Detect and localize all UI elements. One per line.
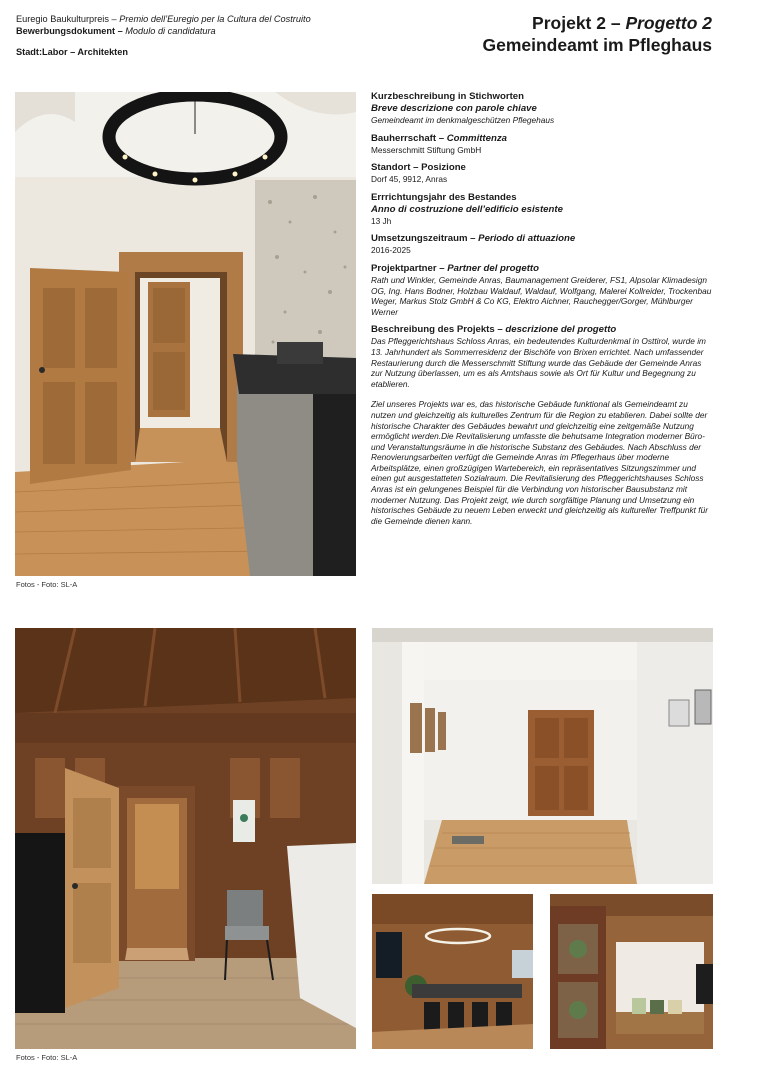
client-title-de: Bauherrschaft – (371, 132, 445, 144)
client-title-it: Committenza (446, 132, 507, 144)
section-location (371, 162, 715, 185)
document-type-it: Modulo di candidatura (125, 26, 216, 36)
section-client (371, 133, 715, 156)
construction-year-title: Errrichtungsjahr des Bestandes (371, 191, 517, 203)
description-title-it: descrizione del progetto (505, 324, 617, 336)
photo-credit-bottom: Fotos - Foto: SL-A (16, 1053, 78, 1062)
partners-title-it: Partner del progetto (447, 262, 539, 274)
document-type-line (16, 25, 311, 37)
photo-corridor (372, 628, 713, 884)
award-it: Premio dell’Euregio per la Cultura del Costruito (119, 14, 311, 24)
award-line (16, 13, 311, 25)
project-name: Gemeindeamt im Pfleghaus (482, 35, 712, 55)
location-title: Standort – Posizione (371, 162, 466, 174)
award-de: Euregio Baukulturpreis – (16, 14, 117, 24)
location-value: Dorf 45, 9912, Anras (371, 174, 448, 185)
short-description-title: Kurzbeschreibung in Stichworten (371, 91, 524, 102)
description-title-de: Beschreibung des Projekts – (371, 324, 503, 336)
description-title (371, 324, 715, 336)
project-number-de: Projekt 2 – (532, 13, 621, 33)
period-value: 2016-2025 (371, 245, 411, 256)
client-title (371, 133, 715, 145)
project-description (371, 91, 715, 536)
photo-wood-room (15, 628, 356, 1049)
project-number (482, 12, 712, 34)
office-name: Stadt:Labor – Architekten (16, 47, 128, 57)
partners-value: Rath und Winkler, Gemeinde Anras, Baumanagement Greiderer, FS1, Alpsolar Klimadesign OG, Ing. Hans Bodner, Holzbau Waldauf, Waldauf, Wolfgang, Malerei Kollreider, Trockenbau Weger, Markus Stolz GmbH & Co KG, Elektro Aichner, Rauchegger/Gorger, Mühlburger Werner (371, 274, 712, 317)
photo-meeting-room (372, 894, 533, 1049)
photo-reception (15, 92, 356, 576)
period-title (371, 233, 715, 245)
partners-title-de: Projektpartner – (371, 262, 445, 274)
short-description-value: Gemeindeamt im denkmalgeschützen Pflegehaus (371, 115, 555, 125)
project-title (482, 12, 712, 56)
document-type-de: Bewerbungsdokument – (16, 26, 123, 36)
photo-credit-top: Fotos - Foto: SL-A (16, 580, 78, 589)
period-title-de: Umsetzungszeitraum – (371, 233, 476, 245)
photo-cupboard-nook (550, 894, 713, 1049)
short-description-subtitle: Breve descrizione con parole chiave (371, 103, 537, 114)
construction-year-value: 13 Jh (371, 215, 392, 226)
section-project-description (371, 324, 715, 526)
client-value: Messerschmitt Stiftung GmbH (371, 144, 482, 155)
construction-year-subtitle: Anno di costruzione dell’edificio esistente (371, 203, 563, 215)
period-title-it: Periodo di attuazione (478, 233, 576, 245)
document-header (16, 13, 311, 37)
description-paragraph-2: Ziel unseres Projekts war es, das historische Gebäude funktional als Gemeindeamt zu nutzen und gleichzeitig als kulturelles Zentrum für die Region zu etablieren. Dabei sollte der historische Charakter des Gebäudes bewahrt und gleichzeitig eine zeitgemäße Nutzung ermöglicht werden.Die Revitalisierung umfasste die behutsame Integration moderner Büro- und Veranstaltungsräume in die historische Substanz des Gebäudes. Nach Abschluss der Renovierungsarbeiten verfügt die Gemeinde Anras im Pflegerhaus über moderne Arbeitsplätze, einen großzügigen Wartebereich, ein repräsentatives Sitzungszimmer und einen gut ausgestatteten Sozialraum. Die Revitalisierung des Pfleggerichtshauses Schloss Anras ist ein gelungenes Beispiel für die Verbindung von historischer Bausubstanz mit moderner Nutzung. Das Projekt zeigt, wie durch sorgfältige Planung und Umsetzung ein historisches Gebäude zu neuem Leben erweckt und gleichzeitig als kultureller Treffpunkt für die Gemeinde dienen kann. (371, 399, 708, 526)
description-paragraph-1: Das Pfleggerichtshaus Schloss Anras, ein bedeutendes Kulturdenkmal in Osttirol, wurde im 13. Jahrhundert als Sommerresidenz der Bischöfe von Brixen errichtet. Nach umfassender Restaurierung durch die Messerschmitt Stiftung wurde das Gebäude der Gemeinde Anras zur Nutzung überlassen, um es als Amtshaus sowie als Ort für Kultur und Begegnung zu etablieren. (371, 336, 706, 389)
partners-title (371, 263, 715, 275)
section-partners (371, 263, 715, 317)
section-short-description (371, 91, 715, 126)
section-construction-year (371, 192, 715, 227)
section-period (371, 233, 715, 256)
project-number-it: Progetto 2 (625, 13, 712, 33)
